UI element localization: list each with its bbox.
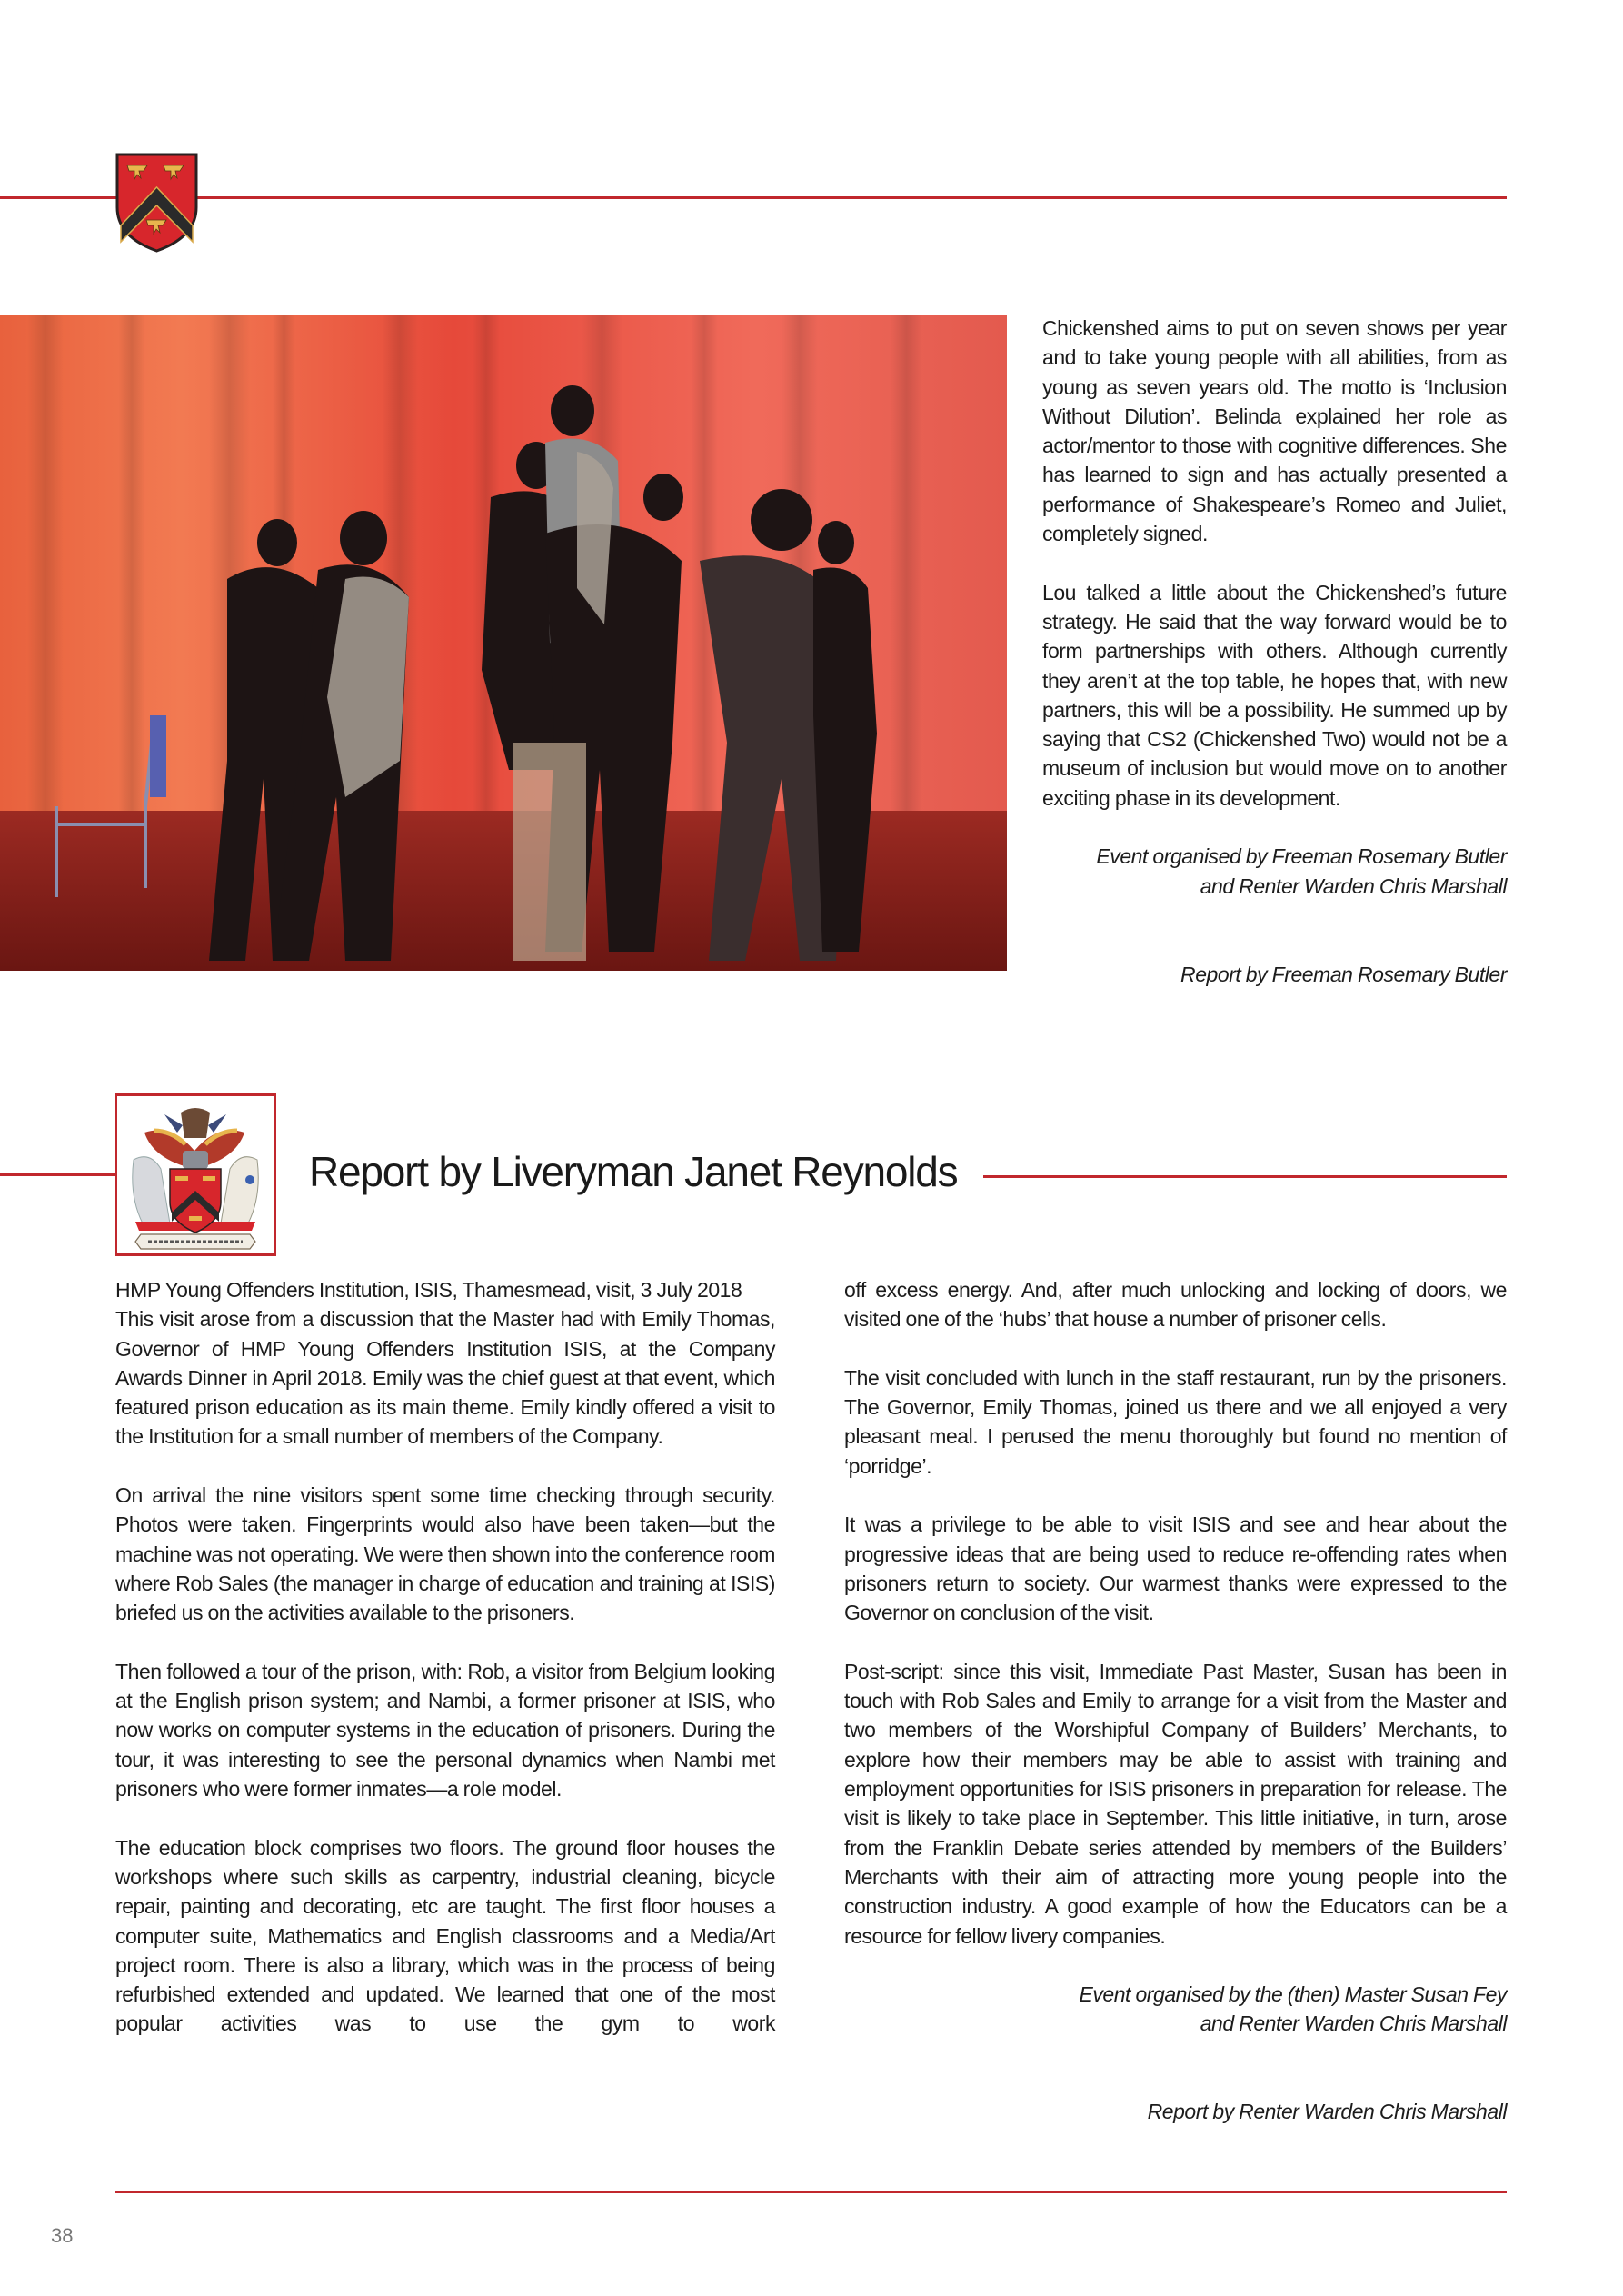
coat-of-arms-icon	[117, 1096, 274, 1253]
report-paragraph: Then followed a tour of the prison, with: Rob, a visitor from Belgium looking at the English prison system; and Nambi, a former prisoner at ISIS, who now works on computer systems in the education of prisoners. During the tour, it was interesting to see the personal dynamics when Nambi met prisoners who were former inmates—a role model.	[115, 1659, 775, 1802]
event-organiser-credit	[844, 1980, 1507, 2039]
section-rule-right	[983, 1175, 1507, 1178]
isis-report-right-column	[844, 1275, 1507, 2156]
header-rule-right	[197, 196, 1507, 199]
chickenshed-paragraph: Lou talked a little about the Chickenshed’s future strategy. He said that the way forward would be to form partnerships with others. Although currently they aren’t at the top table, he hopes that, with new partners, this will be a possibility. He summed up by saying that CS2 (Chickenshed Two) would not be a museum of inclusion but would move on to another exciting phase in its development.	[1042, 580, 1507, 810]
organiser-line-1: Event organised by the (then) Master Susan Fey	[1079, 1982, 1507, 2007]
report-paragraph: The visit concluded with lunch in the staff restaurant, run by the prisoners. The Governor, Emily Thomas, joined us there and we all enjoyed a very pleasant meal. I perused the menu thoroughly but found no mention of ‘porridge’.	[844, 1365, 1507, 1478]
coat-of-arms-frame	[115, 1093, 276, 1256]
isis-report-left-column	[115, 1275, 775, 2039]
report-author-credit: Report by Renter Warden Chris Marshall	[1147, 2100, 1507, 2124]
stage-performance-photo	[0, 315, 1007, 971]
chickenshed-article	[1042, 314, 1507, 1018]
page-number: 38	[51, 2224, 74, 2247]
event-organiser-credit	[1042, 842, 1507, 901]
report-paragraph: This visit arose from a discussion that the Master had with Emily Thomas, Governor of HMP Young Offenders Institution ISIS, at the Company Awards Dinner in April 2018. Emily was the chief guest at that event, which featured prison education as its main theme. Emily kindly offered a visit to the Institution for a small number of members of the Company.	[115, 1307, 775, 1449]
footer-rule	[115, 2191, 1507, 2193]
organiser-line-2: and Renter Warden Chris Marshall	[1200, 873, 1507, 898]
section-rule-left	[0, 1173, 116, 1176]
report-paragraph: It was a privilege to be able to visit ISIS and see and hear about the progressive ideas that are being used to reduce re-offending rates when prisoners return to society. Our warmest thanks were expressed to the Governor on conclusion of the visit.	[844, 1512, 1507, 1625]
header-rule-left	[0, 196, 116, 199]
report-paragraph: Post-script: since this visit, Immediate Past Master, Susan has been in touch with Rob Sales and Emily to arrange for a visit from the Master and two members of the Worshipful Company of Builders’ Merchants, to explore how their members may be able to assist with training and employment opportunities for ISIS prisoners in preparation for release. The visit is likely to take place in September. This little initiative, in turn, arose from the Franklin Debate series attended by members of the Builders’ Merchants with their aim of attracting more young people into the construction industry. A good example of how the Educators can be a resource for fellow livery companies.	[844, 1659, 1507, 1948]
report-author-credit: Report by Freeman Rosemary Butler	[1180, 962, 1507, 986]
report-paragraph: On arrival the nine visitors spent some time checking through security. Photos were taken. Fingerprints would also have been taken—but the machine was not operating. We were then shown into the conference room where Rob Sales (the manager in charge of education and training at ISIS) briefed us on the activities available to the prisoners.	[115, 1483, 775, 1625]
report-paragraph: off excess energy. And, after much unlocking and locking of doors, we visited one of the ‘hubs’ that house a number of prisoner cells.	[844, 1278, 1507, 1332]
visit-heading: HMP Young Offenders Institution, ISIS, Thamesmead, visit, 3 July 2018	[115, 1278, 742, 1302]
section-title: Report by Liveryman Janet Reynolds	[309, 1148, 958, 1195]
organiser-line-1: Event organised by Freeman Rosemary Butler	[1096, 844, 1507, 869]
organiser-line-2: and Renter Warden Chris Marshall	[1200, 2011, 1507, 2036]
chickenshed-paragraph: Chickenshed aims to put on seven shows per year and to take young people with all abilities, from as young as seven years old. The motto is ‘Inclusion Without Dilution’. Belinda explained her role as actor/mentor to those with cognitive differences. She has learned to sign and has actually presented a performance of Shakespeare’s Romeo and Juliet, completely signed.	[1042, 316, 1507, 546]
report-paragraph: The education block comprises two floors. The ground floor houses the workshops where such skills as carpentry, industrial cleaning, bicycle repair, painting and decorating, etc are taught. The first floor houses a computer suite, Mathematics and English classrooms and a Media/Art project room. There is also a library, which was in the process of being refurbished extended and updated. We learned that one of the most popular activities was to use the gym to work	[115, 1835, 775, 2036]
company-shield-icon	[114, 151, 200, 253]
